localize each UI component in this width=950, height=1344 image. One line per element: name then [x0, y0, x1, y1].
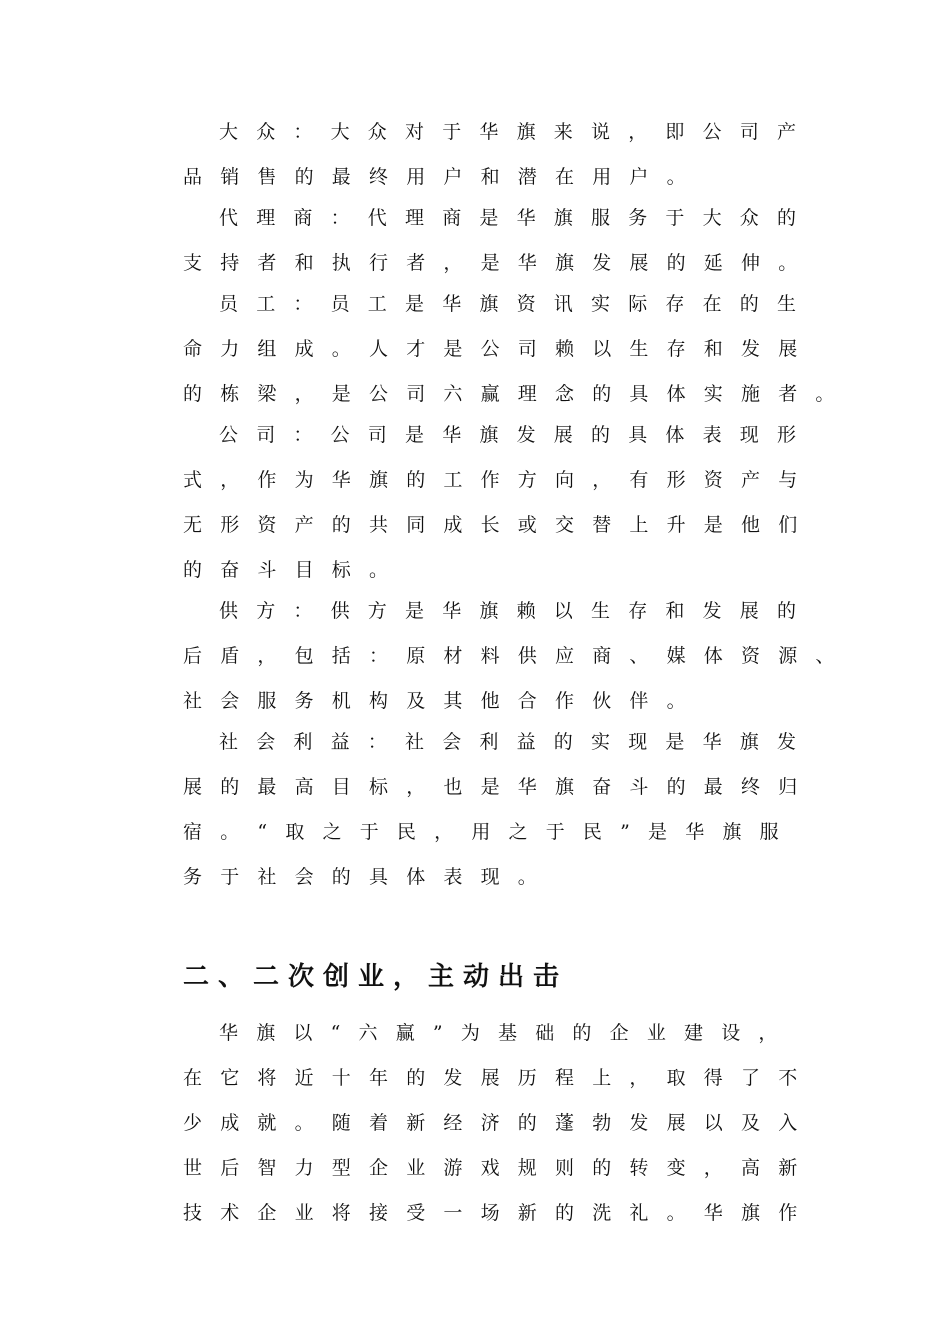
section-heading: 二、二次创业，主动出击: [183, 962, 569, 992]
paragraph-line: 代理商：代理商是华旗服务于大众的: [219, 207, 815, 229]
paragraph-line: 品销售的最终用户和潜在用户。: [183, 166, 704, 188]
paragraph-line: 展的最高目标，也是华旗奋斗的最终归: [183, 776, 816, 798]
paragraph-line: 员工：员工是华旗资讯实际存在的生: [219, 293, 815, 315]
paragraph-line: 宿。“取之于民，用之于民”是华旗服: [183, 821, 797, 843]
paragraph-line: 社会服务机构及其他合作伙伴。: [183, 690, 704, 712]
paragraph-line: 在它将近十年的发展历程上，取得了不: [183, 1067, 816, 1089]
paragraph-line: 技术企业将接受一场新的洗礼。华旗作: [183, 1202, 816, 1224]
paragraph-line: 式，作为华旗的工作方向，有形资产与: [183, 469, 816, 491]
paragraph-line: 无形资产的共同成长或交替上升是他们: [183, 514, 816, 536]
paragraph-line: 大众：大众对于华旗来说，即公司产: [219, 121, 815, 143]
paragraph-line: 供方：供方是华旗赖以生存和发展的: [219, 600, 815, 622]
paragraph-line: 支持者和执行者，是华旗发展的延伸。: [183, 252, 816, 274]
paragraph-line: 社会利益：社会利益的实现是华旗发: [219, 731, 815, 753]
paragraph-line: 的栋梁，是公司六赢理念的具体实施者。: [183, 383, 853, 405]
paragraph-line: 少成就。随着新经济的蓬勃发展以及入: [183, 1112, 816, 1134]
paragraph-line: 华旗以“六赢”为基础的企业建设，: [219, 1022, 796, 1044]
paragraph-line: 公司：公司是华旗发展的具体表现形: [219, 424, 815, 446]
paragraph-line: 后盾，包括：原材料供应商、媒体资源、: [183, 645, 853, 667]
paragraph-line: 世后智力型企业游戏规则的转变，高新: [183, 1157, 816, 1179]
paragraph-line: 的奋斗目标。: [183, 559, 407, 581]
paragraph-line: 务于社会的具体表现。: [183, 866, 556, 888]
paragraph-line: 命力组成。人才是公司赖以生存和发展: [183, 338, 816, 360]
